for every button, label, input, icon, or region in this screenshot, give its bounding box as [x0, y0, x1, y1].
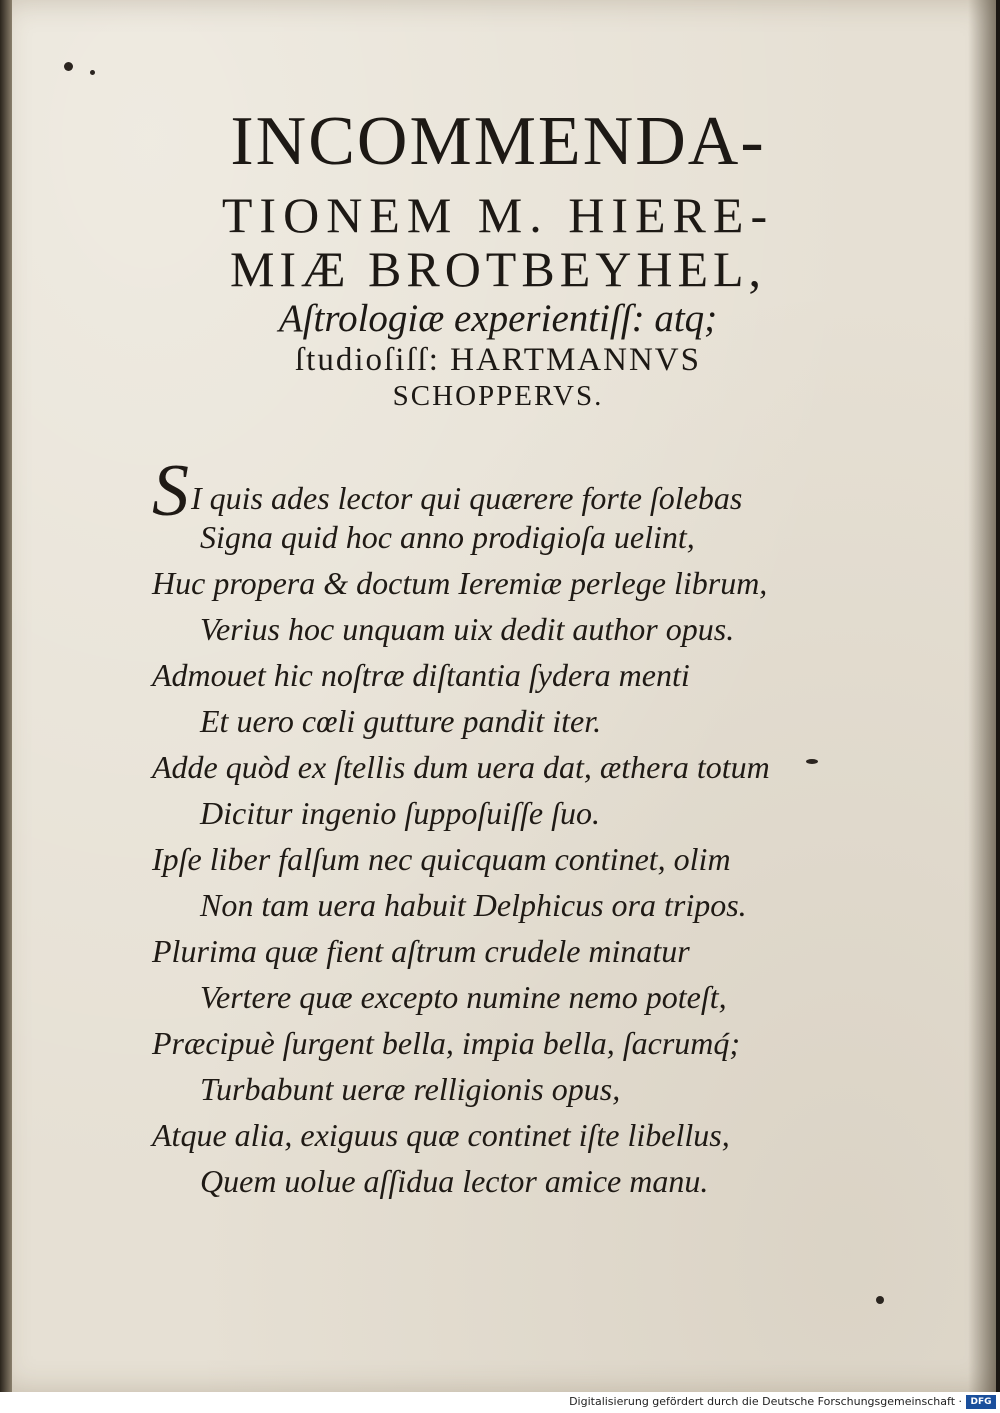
- poem-line: Vertere quæ excepto numine nemo poteſt,: [200, 979, 727, 1015]
- title-line-1: INCOMMENDA-: [230, 103, 766, 180]
- title-line-4: Aſtrologiæ experientiſſ: atq;: [278, 297, 718, 340]
- title-line-3: MIÆ BROTBEYHEL,: [229, 241, 767, 297]
- poem-line: Signa quid hoc anno prodigioſa uelint,: [200, 519, 695, 555]
- digitization-footer: [0, 1392, 1000, 1413]
- poem-line: Huc propera & doctum Ieremiæ perlege librum,: [152, 565, 768, 601]
- poem-line: Quem uolue aſſidua lector amice manu.: [200, 1163, 709, 1199]
- ink-speck: [876, 1296, 884, 1304]
- funding-credit: Digitalisierung gefördert durch die Deutsche Forschungsgemeinschaft ·: [569, 1395, 962, 1408]
- title-line-5: ſtudioſiſſ: HARTMANNVS: [295, 342, 701, 378]
- poem-line: Dicitur ingenio ſuppoſuiſſe ſuo.: [200, 795, 600, 831]
- poem-line: Et uero cœli gutture pandit iter.: [200, 703, 602, 739]
- poem-line: Verius hoc unquam uix dedit author opus.: [200, 611, 735, 647]
- title-line-2: TIONEM M. HIERE-: [221, 187, 775, 243]
- poem: [0, 450, 996, 1204]
- dfg-logo-icon: DFG: [966, 1395, 996, 1409]
- poem-line: Ipſe liber falſum nec quicquam continet, olim: [152, 841, 731, 877]
- ink-speck: [90, 70, 95, 75]
- poem-line: Admouet hic noſtræ diſtantia ſydera menti: [152, 657, 690, 693]
- poem-line: [0, 450, 996, 532]
- poem-line: Atque alia, exiguus quæ continet iſte libellus,: [152, 1117, 730, 1153]
- poem-line: Præcipuè ſurgent bella, impia bella, ſacrumq́;: [152, 1025, 741, 1061]
- poem-line: Turbabunt ueræ relligionis opus,: [200, 1071, 621, 1107]
- ink-speck: [64, 62, 73, 71]
- poem-first-line-text: I quis ades lector qui quærere forte ſolebas: [191, 480, 743, 516]
- poem-line: Adde quòd ex ſtellis dum uera dat, æthera totum: [152, 749, 770, 785]
- drop-cap: S: [152, 450, 189, 532]
- title-line-6: SCHOPPERVS.: [392, 380, 604, 412]
- poem-line: Plurima quæ fient aſtrum crudele minatur: [152, 933, 690, 969]
- poem-line: Non tam uera habuit Delphicus ora tripos.: [200, 887, 747, 923]
